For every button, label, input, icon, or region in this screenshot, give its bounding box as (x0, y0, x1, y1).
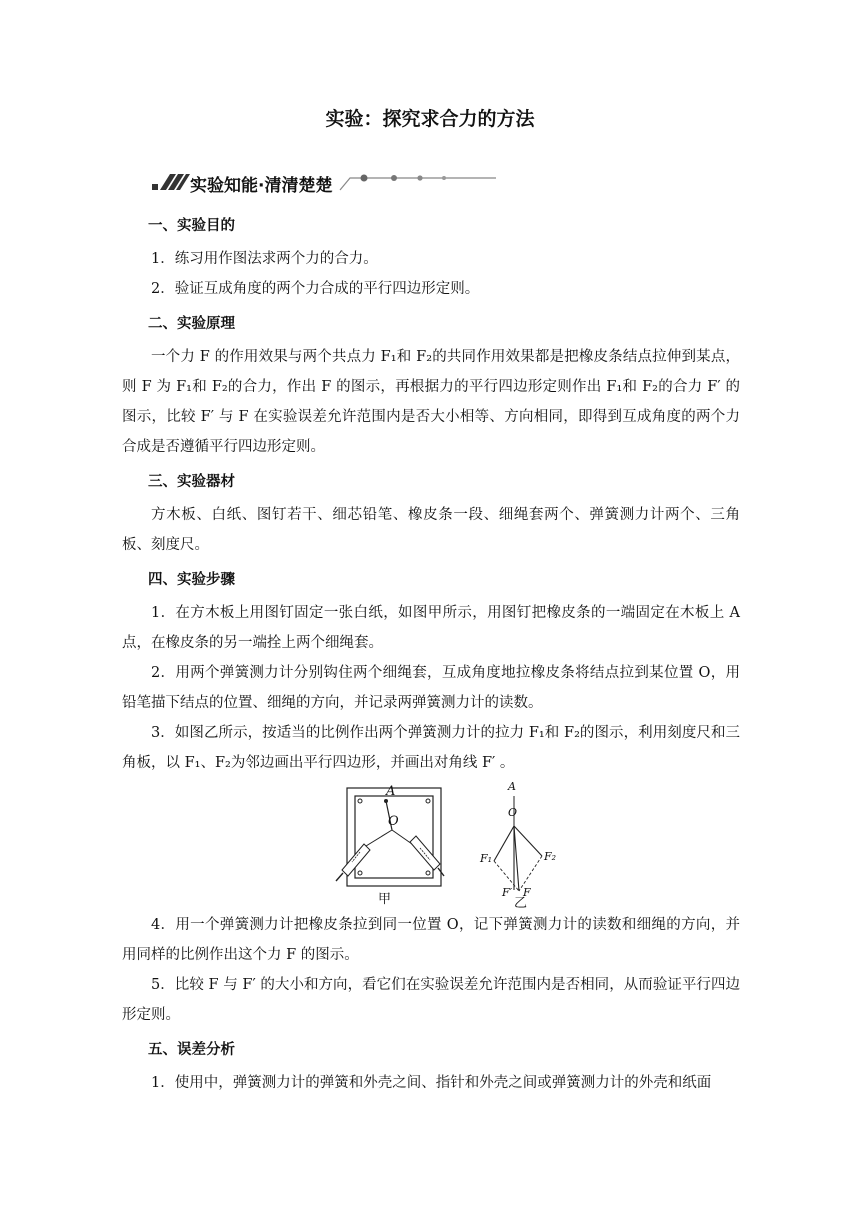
section-banner (150, 168, 500, 196)
yi-caption: 乙 (514, 896, 528, 911)
step-5: 5．比较 F 与 F′ 的大小和方向，看它们在实验误差允许范围内是否相同，从而验证平行四边形定则。 (122, 977, 740, 1023)
page-title: 实验：探究求合力的方法 (325, 108, 535, 130)
yi-label-o: O (508, 806, 518, 819)
yi-vector-f-prime (514, 826, 519, 891)
figure-drawing (122, 784, 740, 906)
heading-purpose: 一、实验目的 (148, 218, 235, 234)
yi-label-f1: F₁ (480, 852, 493, 865)
yi-vector-f2 (514, 826, 542, 856)
step-3: 3．如图乙所示，按适当的比例作出两个弹簧测力计的拉力 F₁和 F₂的图示，利用刻度尺和三角板，以 F₁、F₂为邻边画出平行四边形，并画出对角线 F′ 。 (122, 725, 740, 771)
document-body (122, 206, 740, 1098)
step-1: 1．在方木板上用图钉固定一张白纸，如图甲所示，用图钉把橡皮条的一端固定在木板上 A 点，在橡皮条的另一端拴上两个细绳套。 (122, 605, 740, 651)
jia-caption: 甲 (378, 892, 392, 907)
yi-label-f2: F₂ (544, 850, 557, 863)
purpose-item-1: 1．练习用作图法求两个力的合力。 (151, 251, 378, 267)
principle-text: 一个力 F 的作用效果与两个共点力 F₁和 F₂的共同作用效果都是把橡皮条结点拉伸到某点，则 F 为 F₁和 F₂的合力，作出 F 的图示，再根据力的平行四边形定则作出 F₁和 F₂的合力 F′ 的图示，比较 F′ 与 F 在实验误差允许范围内是否大小相等、方向相同，即得到互成角度的两个力合成是否遵循平行四边形定则。 (122, 349, 740, 455)
jia-label-o: O (388, 814, 399, 829)
heading-equipment: 三、实验器材 (148, 474, 235, 490)
experiment-figure (122, 780, 740, 911)
yi-label-f-prime: F′ (502, 886, 513, 899)
purpose-item-2: 2．验证互成角度的两个力合成的平行四边形定则。 (151, 281, 480, 297)
heading-error-analysis: 五、误差分析 (148, 1042, 235, 1058)
heading-steps: 四、实验步骤 (148, 572, 235, 588)
error-analysis-text: 1．使用中，弹簧测力计的弹簧和外壳之间、指针和外壳之间或弹簧测力计的外壳和纸面 (151, 1075, 712, 1091)
step-2: 2．用两个弹簧测力计分别钩住两个细绳套，互成角度地拉橡皮条将结点拉到某位置 O，用铅笔描下结点的位置、细绳的方向，并记录两弹簧测力计的读数。 (122, 665, 740, 711)
jia-spring-scale-left (336, 844, 370, 881)
equipment-text: 方木板、白纸、图钉若干、细芯铅笔、橡皮条一段、细绳套两个、弹簧测力计两个、三角板、刻度尺。 (122, 507, 740, 553)
jia-label-a: A (386, 784, 396, 799)
banner-text: 实验知能·清清楚楚 (190, 176, 333, 196)
jia-board-inner (355, 796, 433, 878)
jia-spring-scale-right (410, 836, 444, 876)
yi-label-a: A (508, 780, 516, 793)
step-4: 4．用一个弹簧测力计把橡皮条拉到同一位置 O，记下弹簧测力计的读数和细绳的方向，并用同样的比例作出这个力 F 的图示。 (122, 917, 740, 963)
yi-label-f: F (523, 886, 531, 899)
heading-principle: 二、实验原理 (148, 316, 235, 332)
yi-vector-f1 (494, 826, 514, 861)
